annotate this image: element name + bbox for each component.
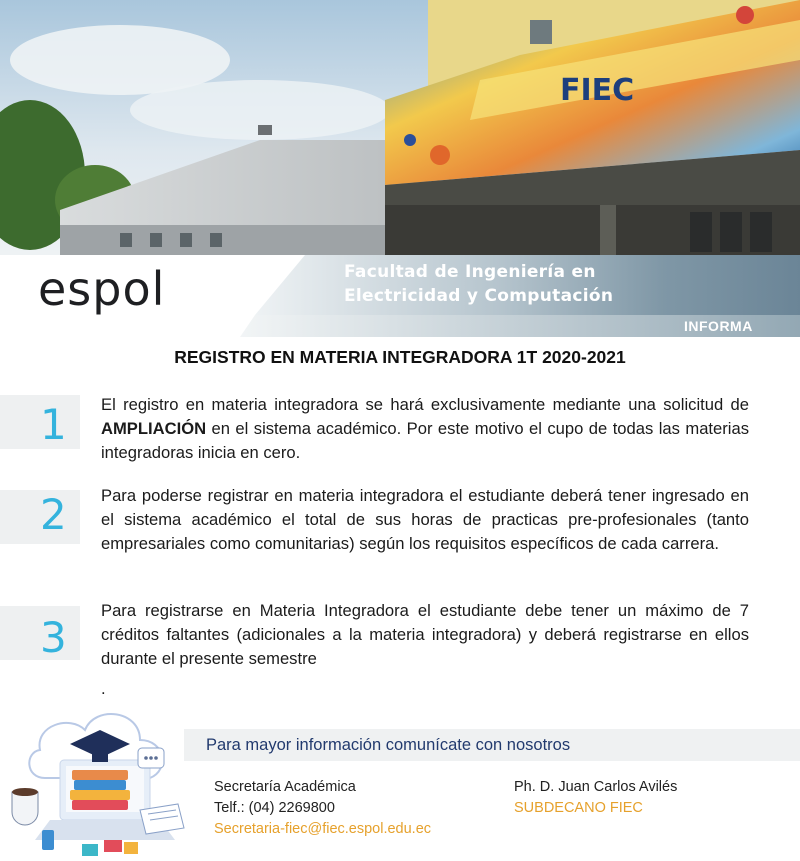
fiec-sign: FIEC (560, 73, 635, 108)
item-2-text: Para poderse registrar en materia integradora el estudiante deberá tener ingresado en el sistema académico el total de sus horas de practicas pre-profesionales (tanto empresariales como comunitarias) según los requisitos específicos de cada carrera. (101, 486, 749, 553)
page-title: REGISTRO EN MATERIA INTEGRADORA 1T 2020-2021 (174, 347, 626, 367)
item-3-text: Para registrarse en Materia Integradora el estudiante debe tener un máximo de 7 créditos faltantes (adicionales a la materia integradora) y deberá registrarse en ellos durante el presente semestre (101, 601, 749, 668)
contact-heading: Para mayor información comunícate con nosotros (206, 736, 571, 754)
faculty-name (344, 260, 613, 308)
building-photo (0, 0, 800, 255)
item-1-text-start: El registro en materia integradora se hará exclusivamente mediante una solicitud de (101, 395, 749, 414)
informa-label: INFORMA (684, 318, 753, 334)
espol-logo: espol (38, 262, 166, 316)
study-illustration (0, 700, 190, 861)
coffee-cup-icon (12, 792, 38, 825)
document-icon (140, 804, 184, 834)
faculty-line-1: Facultad de Ingeniería en (344, 262, 596, 282)
faculty-line-2: Electricidad y Computación (344, 286, 614, 306)
book-icon (72, 800, 128, 810)
contact-right (514, 777, 677, 819)
item-2-number: 2 (40, 490, 67, 539)
item-3-number: 3 (40, 613, 67, 662)
contact-left (214, 777, 431, 840)
secretaria-phone: Telf.: (04) 2269800 (214, 800, 335, 816)
item-1-text-end: en el sistema académico. Por este motivo el cupo de todas las materias integradoras inicia en cero. (101, 419, 749, 462)
phone-icon (42, 830, 54, 850)
item-1-number: 1 (40, 400, 67, 449)
item-1-text (101, 393, 749, 465)
item-3-trailing-dot: . (101, 679, 106, 698)
item-1-bold-keyword: AMPLIACIÓN (101, 419, 207, 438)
subdecano-role: SUBDECANO FIEC (514, 800, 643, 816)
subdecano-name: Ph. D. Juan Carlos Avilés (514, 779, 678, 795)
secretaria-name: Secretaría Académica (214, 779, 356, 795)
secretaria-email-link[interactable]: Secretaria-fiec@fiec.espol.edu.ec (214, 821, 432, 837)
